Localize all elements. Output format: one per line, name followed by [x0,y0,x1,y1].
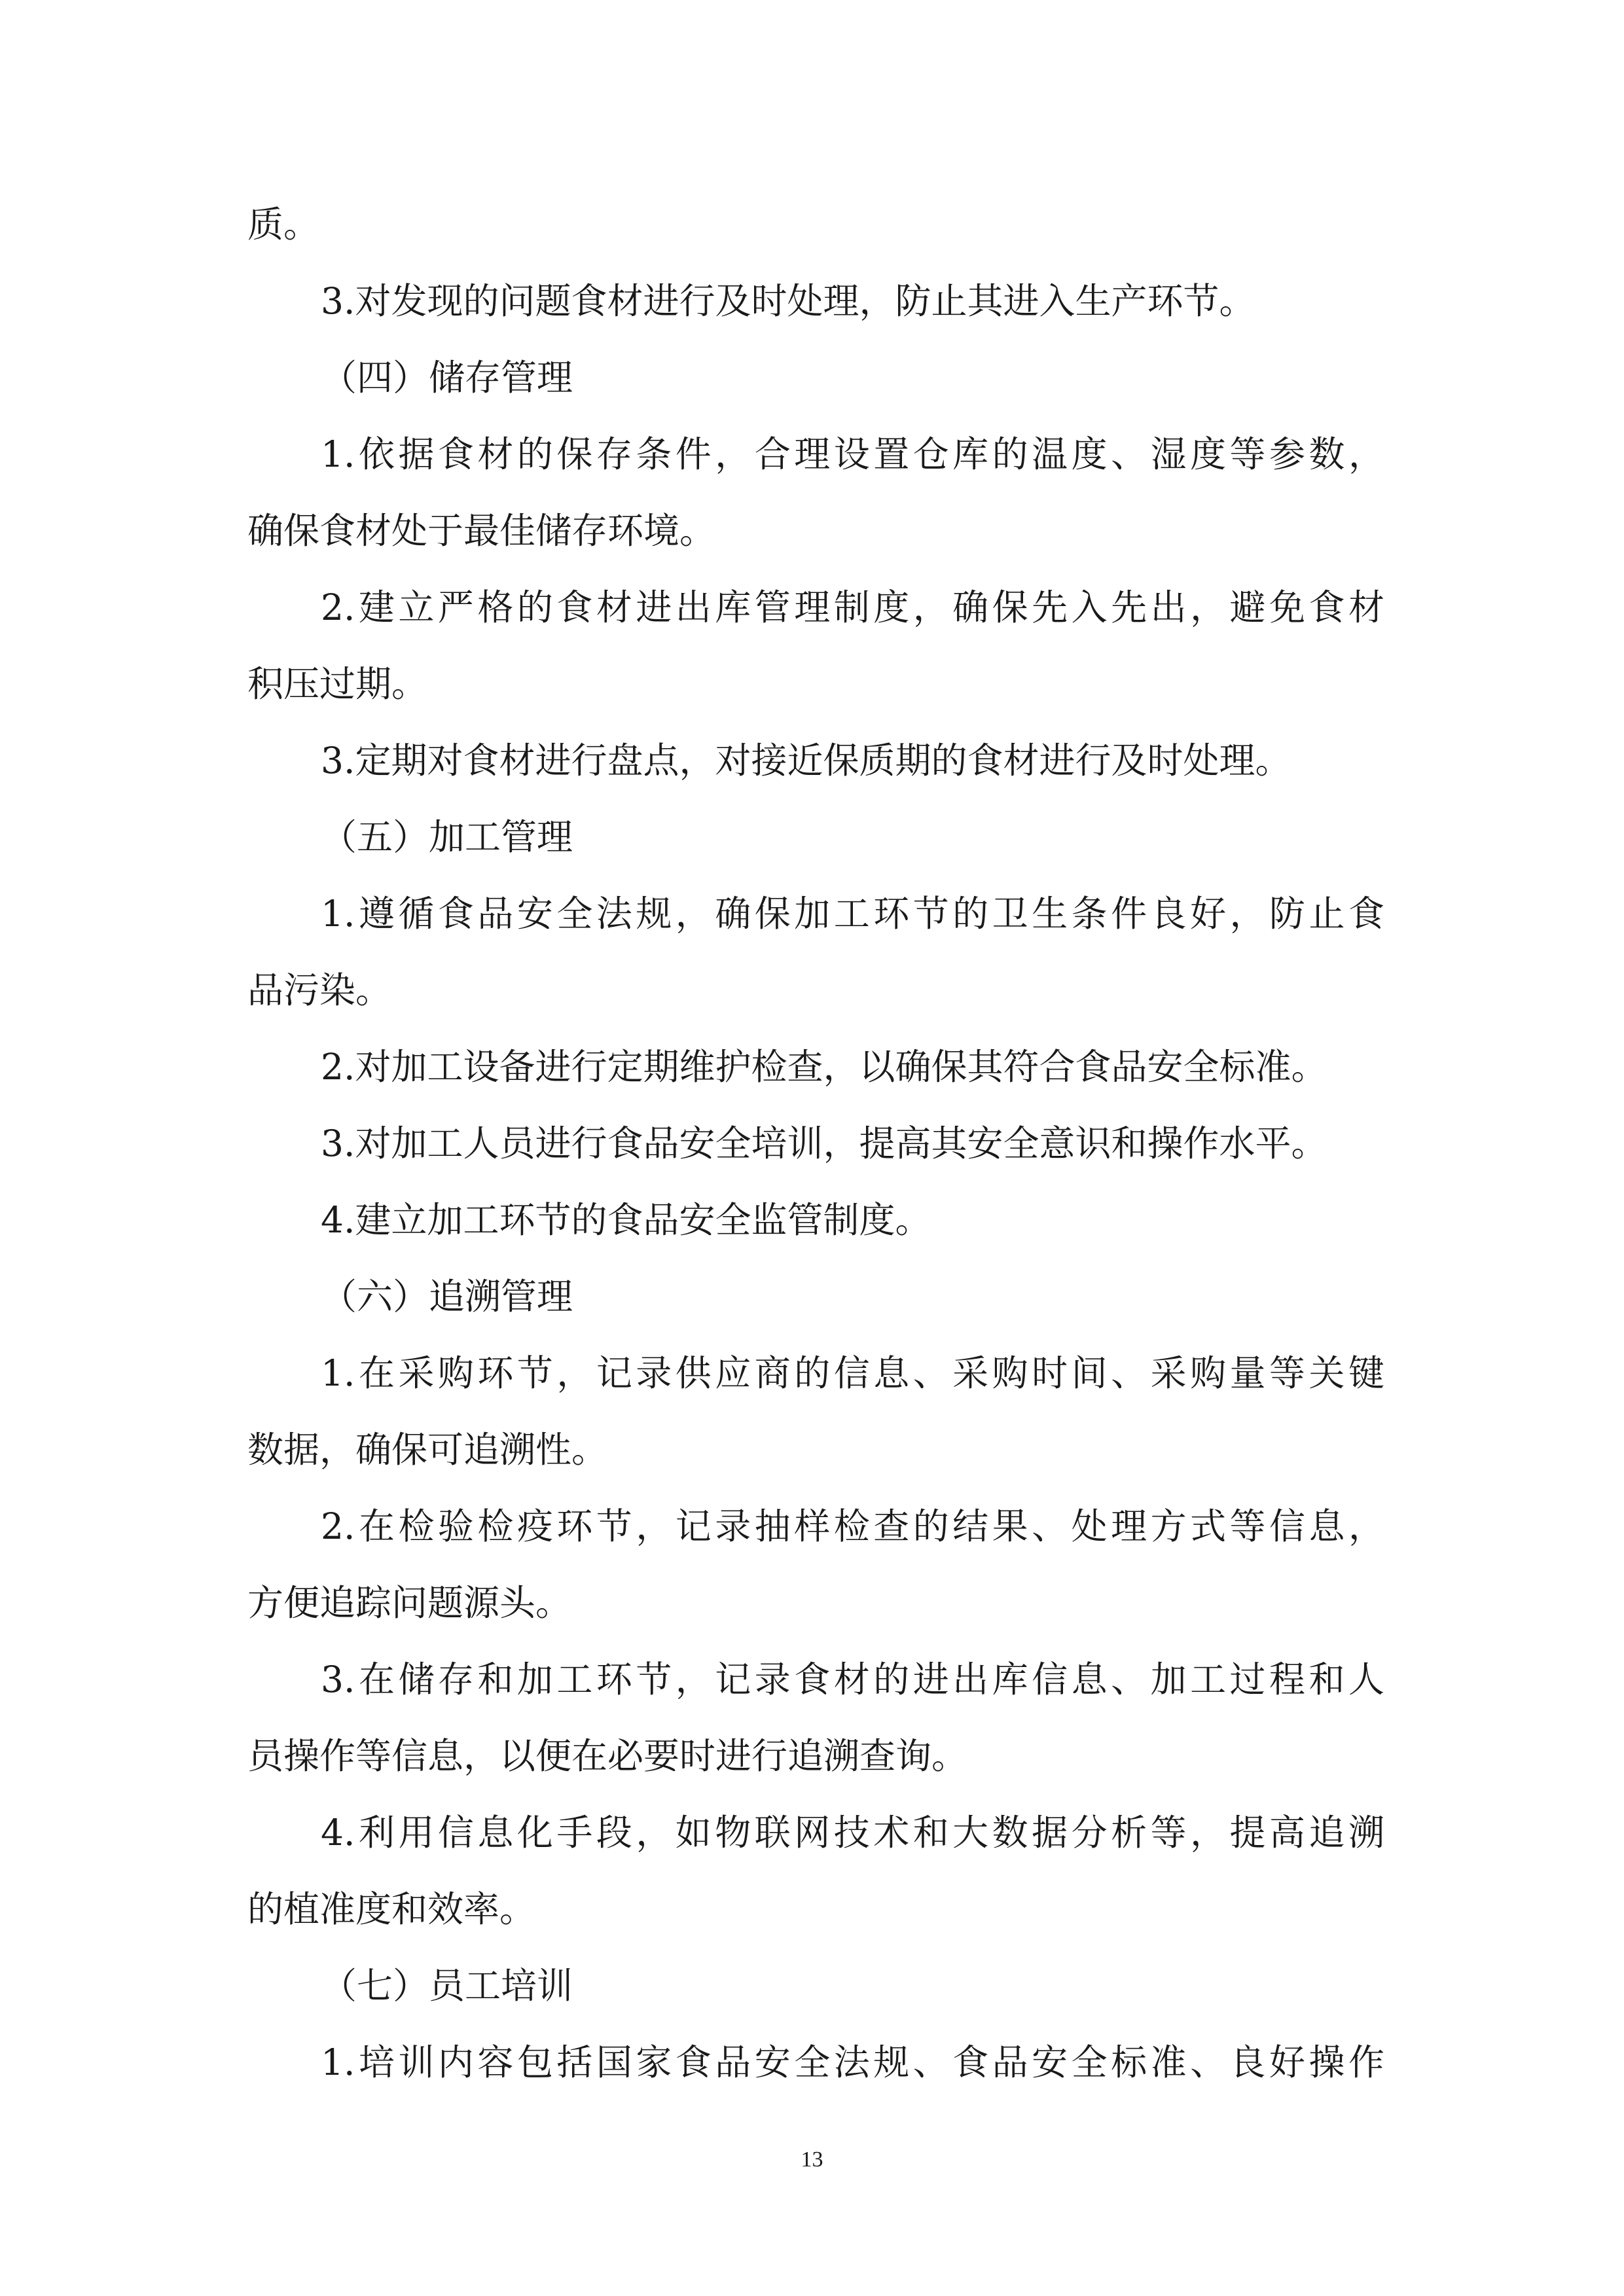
paragraph-line-first: 1.依据食材的保存条件，合理设置仓库的温度、湿度等参数， [321,433,1384,475]
paragraph-line-first: （四）储存管理 [321,357,573,399]
paragraph-line-first: 1.在采购环节，记录供应商的信息、采购时间、采购量等关键 [321,1352,1384,1394]
paragraph-line-first: 1.培训内容包括国家食品安全法规、食品安全标准、良好操作 [321,2041,1384,2083]
paragraph-line: 的植准度和效率。 [247,1888,536,1930]
paragraph-line-first: 2.对加工设备进行定期维护检查，以确保其符合食品安全标准。 [321,1046,1327,1088]
paragraph-line-first: 2.在检验检疫环节，记录抽样检查的结果、处理方式等信息， [321,1505,1384,1547]
paragraph-line-first: 3.定期对食材进行盘点，对接近保质期的食材进行及时处理。 [321,740,1291,781]
paragraph-line-first: 3.对发现的问题食材进行及时处理，防止其进入生产环节。 [321,280,1255,322]
paragraph-line: 方便追踪问题源头。 [247,1582,572,1624]
paragraph-line: 确保食材处于最佳储存环境。 [247,510,716,552]
paragraph-line-first: （六）追溯管理 [321,1276,573,1318]
document-body [247,187,1384,2101]
paragraph-line: 品污染。 [247,969,392,1011]
paragraph-line-first: 3.在储存和加工环节，记录食材的进出库信息、加工过程和人 [321,1659,1384,1700]
paragraph-line: 质。 [247,204,320,245]
paragraph-line-first: 2.建立严格的食材进出库管理制度，确保先入先出，避免食材 [321,586,1384,628]
paragraph-line: 员操作等信息，以便在必要时进行追溯查询。 [247,1735,968,1777]
paragraph-line-first: （七）员工培训 [321,1965,573,2007]
page-number: 13 [801,2147,823,2172]
paragraph-line: 积压过期。 [247,663,428,705]
paragraph-line-first: 1.遵循食品安全法规，确保加工环节的卫生条件良好，防止食 [321,893,1384,935]
paragraph-line-first: 4.建立加工环节的食品安全监管制度。 [321,1199,931,1241]
paragraph-line-first: 3.对加工人员进行食品安全培训，提高其安全意识和操作水平。 [321,1122,1327,1164]
paragraph-line-first: （五）加工管理 [321,816,573,858]
paragraph-line: 数据，确保可追溯性。 [247,1429,608,1471]
paragraph-line-first: 4.利用信息化手段，如物联网技术和大数据分析等，提高追溯 [321,1812,1384,1854]
